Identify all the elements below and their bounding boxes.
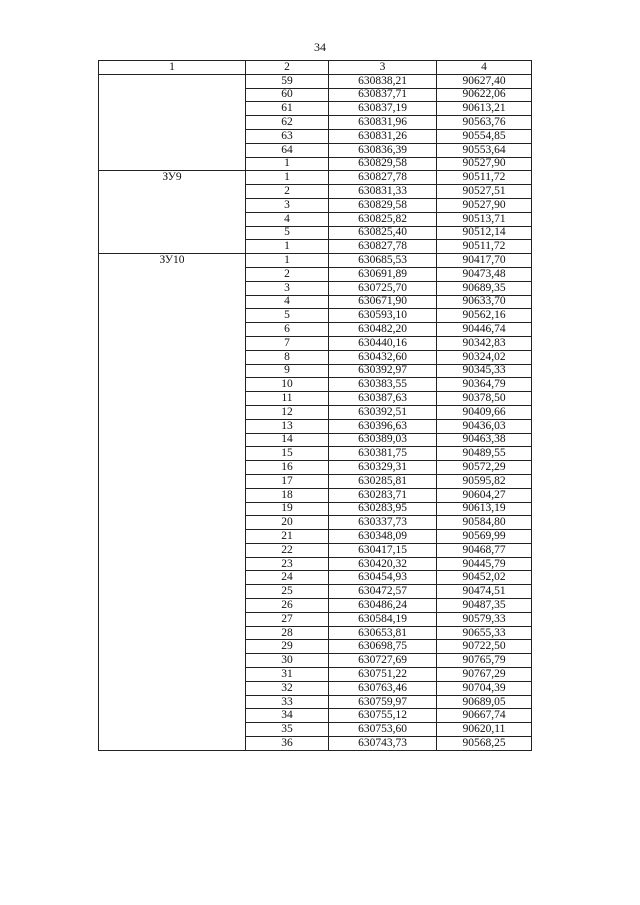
- y-coordinate-cell: 90613,19: [437, 502, 532, 516]
- x-coordinate-cell: 630753,60: [329, 723, 437, 737]
- point-number-cell: 25: [246, 585, 329, 599]
- point-number-cell: 63: [246, 129, 329, 143]
- y-coordinate-cell: 90409,66: [437, 405, 532, 419]
- y-coordinate-cell: 90324,02: [437, 350, 532, 364]
- point-number-cell: 61: [246, 102, 329, 116]
- x-coordinate-cell: 630763,46: [329, 681, 437, 695]
- y-coordinate-cell: 90620,11: [437, 723, 532, 737]
- y-coordinate-cell: 90417,70: [437, 254, 532, 268]
- y-coordinate-cell: 90446,74: [437, 323, 532, 337]
- y-coordinate-cell: 90689,35: [437, 281, 532, 295]
- point-number-cell: 15: [246, 447, 329, 461]
- point-number-cell: 1: [246, 254, 329, 268]
- point-number-cell: 27: [246, 612, 329, 626]
- y-coordinate-cell: 90765,79: [437, 654, 532, 668]
- point-number-cell: 1: [246, 240, 329, 254]
- x-coordinate-cell: 630838,21: [329, 74, 437, 88]
- y-coordinate-cell: 90378,50: [437, 392, 532, 406]
- table-row: [99, 171, 532, 185]
- table-body: [99, 74, 532, 750]
- y-coordinate-cell: 90633,70: [437, 295, 532, 309]
- point-number-cell: 2: [246, 185, 329, 199]
- y-coordinate-cell: 90563,76: [437, 116, 532, 130]
- point-number-cell: 31: [246, 668, 329, 682]
- table-header-row: [99, 61, 532, 75]
- x-coordinate-cell: 630837,19: [329, 102, 437, 116]
- point-number-cell: 59: [246, 74, 329, 88]
- point-number-cell: 29: [246, 640, 329, 654]
- x-coordinate-cell: 630486,24: [329, 599, 437, 613]
- x-coordinate-cell: 630671,90: [329, 295, 437, 309]
- y-coordinate-cell: 90452,02: [437, 571, 532, 585]
- x-coordinate-cell: 630825,82: [329, 212, 437, 226]
- point-number-cell: 34: [246, 709, 329, 723]
- point-number-cell: 14: [246, 433, 329, 447]
- point-number-cell: 33: [246, 695, 329, 709]
- y-coordinate-cell: 90767,29: [437, 668, 532, 682]
- point-number-cell: 19: [246, 502, 329, 516]
- y-coordinate-cell: 90722,50: [437, 640, 532, 654]
- x-coordinate-cell: 630392,51: [329, 405, 437, 419]
- x-coordinate-cell: 630825,40: [329, 226, 437, 240]
- x-coordinate-cell: 630831,96: [329, 116, 437, 130]
- x-coordinate-cell: 630396,63: [329, 419, 437, 433]
- point-number-cell: 62: [246, 116, 329, 130]
- y-coordinate-cell: 90468,77: [437, 543, 532, 557]
- y-coordinate-cell: 90572,29: [437, 461, 532, 475]
- x-coordinate-cell: 630329,31: [329, 461, 437, 475]
- y-coordinate-cell: 90345,33: [437, 364, 532, 378]
- y-coordinate-cell: 90512,14: [437, 226, 532, 240]
- y-coordinate-cell: 90445,79: [437, 557, 532, 571]
- x-coordinate-cell: 630420,32: [329, 557, 437, 571]
- point-number-cell: 1: [246, 157, 329, 171]
- y-coordinate-cell: 90487,35: [437, 599, 532, 613]
- x-coordinate-cell: 630827,78: [329, 171, 437, 185]
- x-coordinate-cell: 630482,20: [329, 323, 437, 337]
- x-coordinate-cell: 630727,69: [329, 654, 437, 668]
- point-number-cell: 30: [246, 654, 329, 668]
- y-coordinate-cell: 90342,83: [437, 336, 532, 350]
- x-coordinate-cell: 630337,73: [329, 516, 437, 530]
- y-coordinate-cell: 90667,74: [437, 709, 532, 723]
- header-cell-y: 4: [437, 61, 532, 75]
- y-coordinate-cell: 90568,25: [437, 737, 532, 751]
- x-coordinate-cell: 630454,93: [329, 571, 437, 585]
- y-coordinate-cell: 90704,39: [437, 681, 532, 695]
- point-number-cell: 3: [246, 198, 329, 212]
- x-coordinate-cell: 630383,55: [329, 378, 437, 392]
- x-coordinate-cell: 630751,22: [329, 668, 437, 682]
- point-number-cell: 24: [246, 571, 329, 585]
- point-number-cell: 9: [246, 364, 329, 378]
- x-coordinate-cell: 630829,58: [329, 198, 437, 212]
- y-coordinate-cell: 90553,64: [437, 143, 532, 157]
- point-number-cell: 2: [246, 267, 329, 281]
- plot-label-cell: ЗУ9: [99, 171, 246, 254]
- point-number-cell: 1: [246, 171, 329, 185]
- coordinates-table: [98, 60, 532, 751]
- x-coordinate-cell: 630698,75: [329, 640, 437, 654]
- y-coordinate-cell: 90627,40: [437, 74, 532, 88]
- x-coordinate-cell: 630392,97: [329, 364, 437, 378]
- x-coordinate-cell: 630743,73: [329, 737, 437, 751]
- point-number-cell: 22: [246, 543, 329, 557]
- x-coordinate-cell: 630584,19: [329, 612, 437, 626]
- x-coordinate-cell: 630836,39: [329, 143, 437, 157]
- y-coordinate-cell: 90655,33: [437, 626, 532, 640]
- y-coordinate-cell: 90604,27: [437, 488, 532, 502]
- point-number-cell: 17: [246, 474, 329, 488]
- x-coordinate-cell: 630831,26: [329, 129, 437, 143]
- x-coordinate-cell: 630827,78: [329, 240, 437, 254]
- y-coordinate-cell: 90554,85: [437, 129, 532, 143]
- point-number-cell: 6: [246, 323, 329, 337]
- y-coordinate-cell: 90511,72: [437, 240, 532, 254]
- x-coordinate-cell: 630348,09: [329, 530, 437, 544]
- x-coordinate-cell: 630685,53: [329, 254, 437, 268]
- point-number-cell: 4: [246, 295, 329, 309]
- table-row: [99, 254, 532, 268]
- x-coordinate-cell: 630653,81: [329, 626, 437, 640]
- page-number: 34: [314, 40, 326, 54]
- point-number-cell: 35: [246, 723, 329, 737]
- header-cell-plot: 1: [99, 61, 246, 75]
- point-number-cell: 28: [246, 626, 329, 640]
- y-coordinate-cell: 90463,38: [437, 433, 532, 447]
- x-coordinate-cell: 630472,57: [329, 585, 437, 599]
- y-coordinate-cell: 90436,03: [437, 419, 532, 433]
- y-coordinate-cell: 90473,48: [437, 267, 532, 281]
- point-number-cell: 60: [246, 88, 329, 102]
- x-coordinate-cell: 630837,71: [329, 88, 437, 102]
- y-coordinate-cell: 90474,51: [437, 585, 532, 599]
- y-coordinate-cell: 90364,79: [437, 378, 532, 392]
- point-number-cell: 5: [246, 226, 329, 240]
- y-coordinate-cell: 90513,71: [437, 212, 532, 226]
- point-number-cell: 20: [246, 516, 329, 530]
- y-coordinate-cell: 90511,72: [437, 171, 532, 185]
- x-coordinate-cell: 630755,12: [329, 709, 437, 723]
- header-cell-x: 3: [329, 61, 437, 75]
- plot-label-cell: [99, 74, 246, 171]
- y-coordinate-cell: 90527,90: [437, 157, 532, 171]
- y-coordinate-cell: 90584,80: [437, 516, 532, 530]
- point-number-cell: 10: [246, 378, 329, 392]
- x-coordinate-cell: 630831,33: [329, 185, 437, 199]
- x-coordinate-cell: 630759,97: [329, 695, 437, 709]
- x-coordinate-cell: 630283,95: [329, 502, 437, 516]
- point-number-cell: 32: [246, 681, 329, 695]
- y-coordinate-cell: 90569,99: [437, 530, 532, 544]
- point-number-cell: 21: [246, 530, 329, 544]
- point-number-cell: 4: [246, 212, 329, 226]
- x-coordinate-cell: 630725,70: [329, 281, 437, 295]
- point-number-cell: 64: [246, 143, 329, 157]
- y-coordinate-cell: 90527,51: [437, 185, 532, 199]
- y-coordinate-cell: 90622,06: [437, 88, 532, 102]
- x-coordinate-cell: 630381,75: [329, 447, 437, 461]
- x-coordinate-cell: 630440,16: [329, 336, 437, 350]
- point-number-cell: 5: [246, 309, 329, 323]
- point-number-cell: 23: [246, 557, 329, 571]
- point-number-cell: 18: [246, 488, 329, 502]
- y-coordinate-cell: 90595,82: [437, 474, 532, 488]
- y-coordinate-cell: 90613,21: [437, 102, 532, 116]
- y-coordinate-cell: 90527,90: [437, 198, 532, 212]
- table-row: [99, 74, 532, 88]
- y-coordinate-cell: 90689,05: [437, 695, 532, 709]
- plot-label-cell: ЗУ10: [99, 254, 246, 751]
- x-coordinate-cell: 630432,60: [329, 350, 437, 364]
- point-number-cell: 13: [246, 419, 329, 433]
- x-coordinate-cell: 630691,89: [329, 267, 437, 281]
- x-coordinate-cell: 630389,03: [329, 433, 437, 447]
- x-coordinate-cell: 630285,81: [329, 474, 437, 488]
- x-coordinate-cell: 630829,58: [329, 157, 437, 171]
- point-number-cell: 36: [246, 737, 329, 751]
- point-number-cell: 16: [246, 461, 329, 475]
- y-coordinate-cell: 90562,16: [437, 309, 532, 323]
- y-coordinate-cell: 90489,55: [437, 447, 532, 461]
- point-number-cell: 8: [246, 350, 329, 364]
- point-number-cell: 12: [246, 405, 329, 419]
- header-cell-point: 2: [246, 61, 329, 75]
- x-coordinate-cell: 630387,63: [329, 392, 437, 406]
- point-number-cell: 26: [246, 599, 329, 613]
- x-coordinate-cell: 630283,71: [329, 488, 437, 502]
- point-number-cell: 7: [246, 336, 329, 350]
- point-number-cell: 3: [246, 281, 329, 295]
- point-number-cell: 11: [246, 392, 329, 406]
- y-coordinate-cell: 90579,33: [437, 612, 532, 626]
- x-coordinate-cell: 630417,15: [329, 543, 437, 557]
- x-coordinate-cell: 630593,10: [329, 309, 437, 323]
